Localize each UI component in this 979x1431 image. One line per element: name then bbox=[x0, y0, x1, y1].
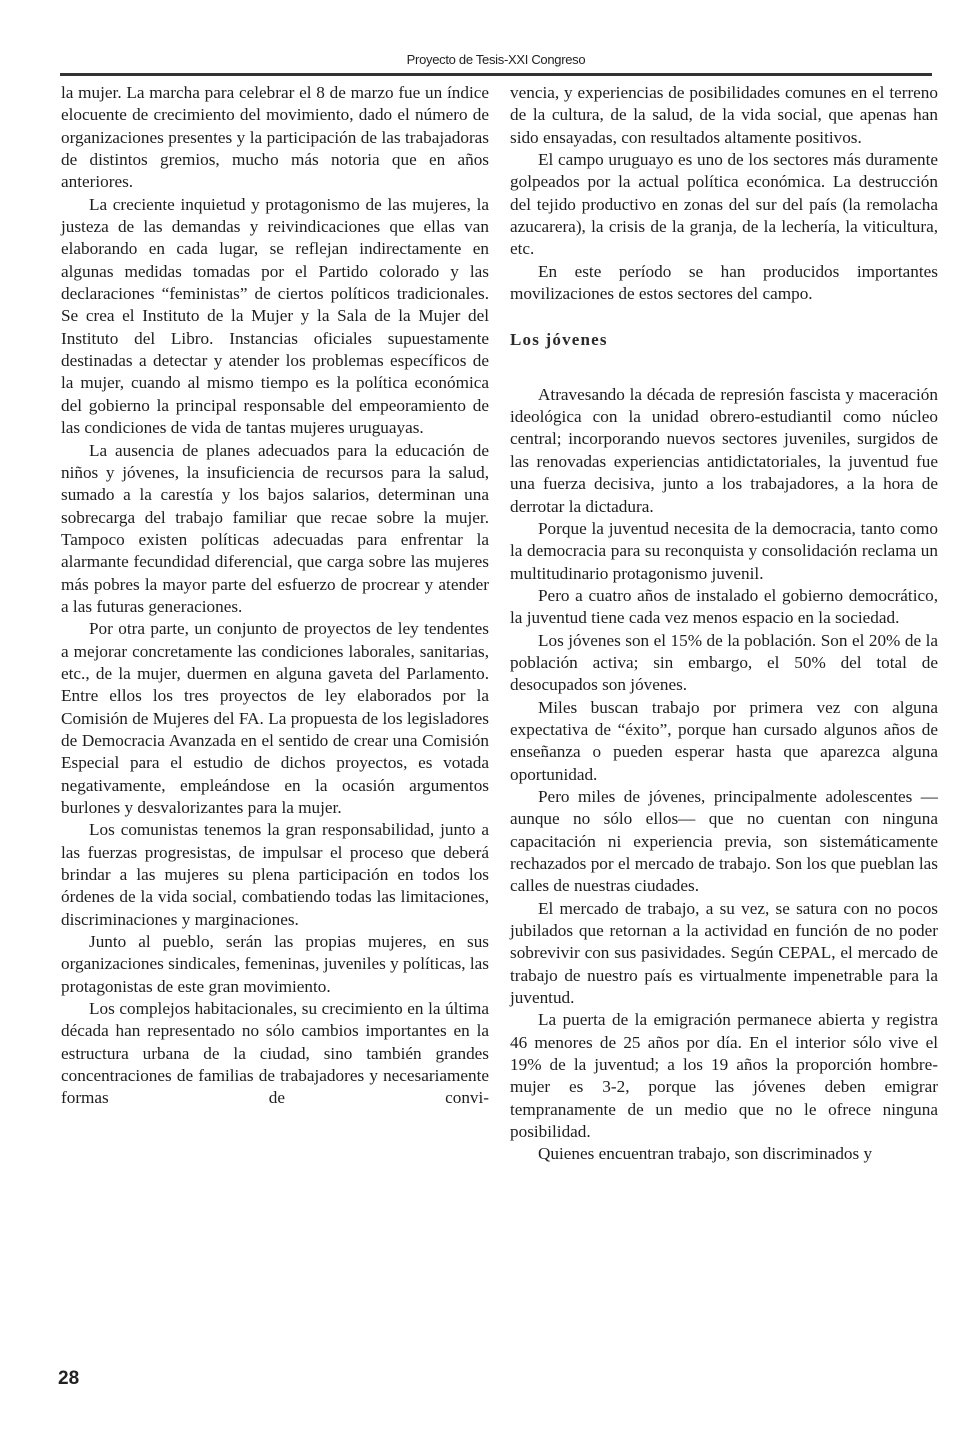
section-heading: Los jóvenes bbox=[510, 330, 608, 350]
paragraph: Los comunistas tenemos la gran responsabilidad, junto a las fuerzas progresistas, de impulsar el proceso que deberá brindar a las mujeres su plena participación en todos los órdenes de la vida social, combatiendo todas las limitaciones, discriminaciones y marginaciones. bbox=[61, 820, 489, 929]
paragraph: Pero a cuatro años de instalado el gobierno democrático, la juventud tiene cada vez menos espacio en la sociedad. bbox=[510, 585, 938, 628]
paragraph: La ausencia de planes adecuados para la educación de niños y jóvenes, la insuficiencia de recursos para la salud, sumado a la carestía y los bajos salarios, determinan una sobrecarga del trabajo familiar que recae sobre la mujer. Tampoco existen políticas adecuadas para enfrentar la alarmante fecundidad diferencial, que carga sobre las mujeres más pobres la mayor parte del esfuerzo de procrear y atender a las futuras generaciones. bbox=[61, 440, 489, 616]
paragraph: Miles buscan trabajo por primera vez con alguna expectativa de “éxito”, porque han cursado algunos años de enseñanza o pueden esperar hasta que aparezca alguna oportunidad. bbox=[510, 697, 938, 784]
left-column bbox=[61, 82, 489, 1110]
paragraph: Pero miles de jóvenes, principalmente adolescentes —aunque no sólo ellos— que no cuentan con ninguna capacitación ni experiencia previa, son sistemáticamente rechazados por el mercado de trabajo. Son los que pueblan las calles de nuestras ciudades. bbox=[510, 786, 938, 896]
paragraph: La creciente inquietud y protagonismo de las mujeres, la justeza de las demandas y reivindicaciones que ellas van elaborando en cada lugar, se reflejan indirectamente en algunas medidas tomadas por el Partido colorado y las declaraciones “feministas” de ciertos políticos tradicionales. Se crea el Instituto de la Mujer y la Sala de la Mujer del Instituto del Libro. Instancias oficiales supuestamente destinadas a detectar y atender los problemas específicos de la mujer, cuando al mismo tiempo es la política económica del gobierno la principal responsable del empeoramiento de las condiciones de vida de tantas mujeres uruguayas. bbox=[61, 194, 489, 438]
paragraph: En este período se han producidos importantes movilizaciones de estos sectores del campo. bbox=[510, 261, 938, 304]
paragraph: Quienes encuentran trabajo, son discriminados y bbox=[538, 1144, 873, 1164]
paragraph: El campo uruguayo es uno de los sectores más duramente golpeados por la actual política económica. La destrucción del tejido productivo en zonas del sur del país (la remolacha azucarera), la crisis de la granja, de la lechería, la viticultura, etc. bbox=[510, 150, 938, 259]
paragraph: Junto al pueblo, serán las propias mujeres, en sus organizaciones sindicales, femeninas, juveniles y políticas, las protagonistas de este gran movimiento. bbox=[61, 932, 489, 996]
page-number: 28 bbox=[58, 1368, 80, 1389]
paragraph: la mujer. La marcha para celebrar el 8 de marzo fue un índice elocuente de crecimiento del movimiento, dado el número de organizaciones presentes y la participación de las trabajadoras de distintos gremios, mucho más notoria que en años anteriores. bbox=[61, 83, 489, 192]
paragraph: La puerta de la emigración permanece abierta y registra 46 menores de 25 años por día. En el interior sólo vive el 19% de la juventud; a los 19 años la proporción hombre-mujer es 3-2, porque las jóvenes deben emigrar tempranamente de un medio que no le ofrece ninguna posibilidad. bbox=[510, 1010, 938, 1142]
paragraph: Los jóvenes son el 15% de la población. Son el 20% de la población activa; sin embargo, el 50% del total de desocupados son jóvenes. bbox=[510, 630, 938, 695]
header-rule bbox=[60, 73, 932, 76]
right-column bbox=[510, 82, 938, 1166]
running-title: Proyecto de Tesis-XXI Congreso bbox=[406, 52, 586, 67]
paragraph: vencia, y experiencias de posibilidades comunes en el terreno de la cultura, de la salud, de la vida social, que apenas han sido ensayadas, con resultados altamente positivos. bbox=[510, 83, 938, 147]
paragraph: El mercado de trabajo, a su vez, se satura con no pocos jubilados que retornan a la actividad en función de no poder sobrevivir con sus pasividades. Según CEPAL, el mercado de trabajo de nuestro país es virtualmente impenetrable para la juventud. bbox=[510, 898, 938, 1008]
paragraph: Atravesando la década de represión fascista y maceración ideológica con la unidad obrero-estudiantil como núcleo central; incorporando nuevos sectores juveniles, surgidos de las renovadas experiencias antidictatoriales, la juventud fue una fuerza decisiva, junto a los trabajadores, a la hora de derrotar la dictadura. bbox=[510, 384, 938, 516]
paragraph: Los complejos habitacionales, su crecimiento en la última década han representado no sólo cambios importantes en la estructura urbana de la ciudad, sino también grandes concentraciones de familias de trabajadores y necesariamente formas de convi- bbox=[61, 999, 489, 1108]
paragraph: Porque la juventud necesita de la democracia, tanto como la democracia para su reconquista y consolidación reclama un multitudinario protagonismo juvenil. bbox=[510, 518, 938, 583]
paragraph: Por otra parte, un conjunto de proyectos de ley tendentes a mejorar concretamente las condiciones laborales, sanitarias, etc., de la mujer, duermen en alguna gaveta del Parlamento. Entre ellos los tres proyectos de ley elaborados por la Comisión de Mujeres del FA. La propuesta de los legisladores de Democracia Avanzada en el sentido de crear una Comisión Especial para el estudio de dichos proyectos, es votada negativamente, empleándose en la ocasión argumentos burlones y desvalorizantes para la mujer. bbox=[61, 619, 489, 817]
running-header bbox=[60, 48, 932, 70]
